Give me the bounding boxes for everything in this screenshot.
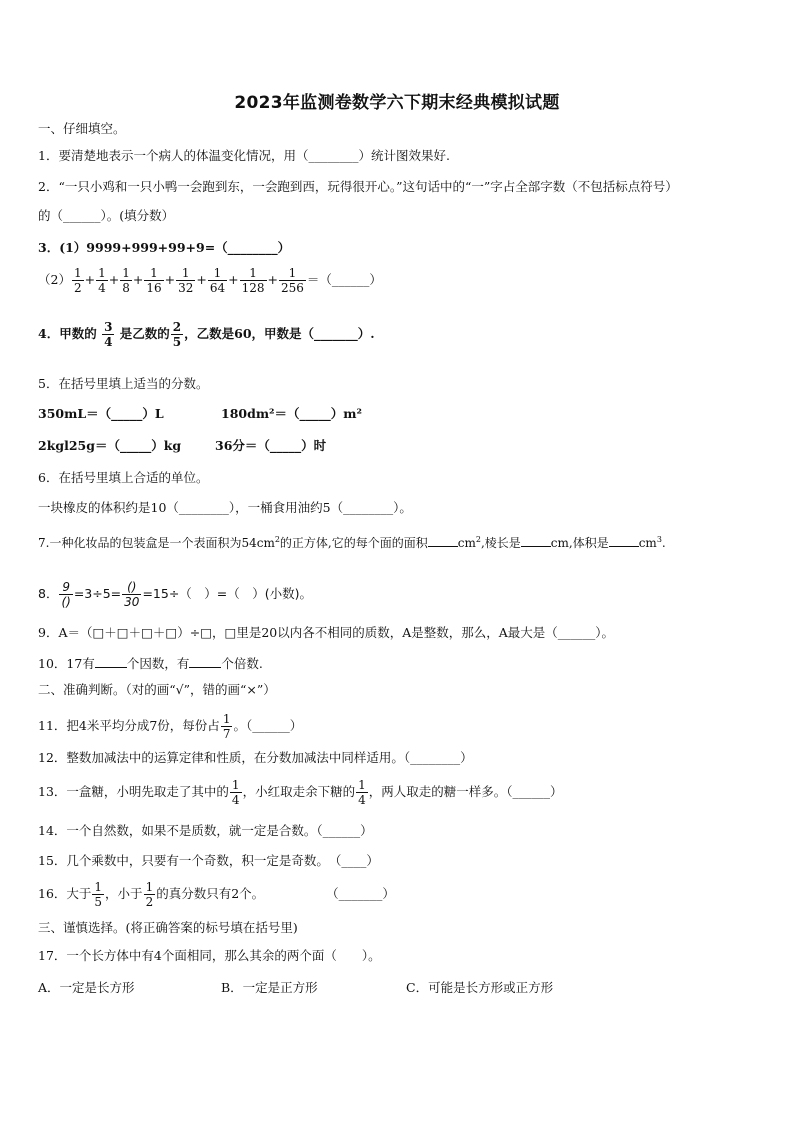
q8-number: 8． (38, 586, 59, 601)
q13-fraction-2: $\frac{1}{4}$ (358, 778, 366, 807)
q3-fraction-term: $\frac{1}{16}$ (146, 266, 162, 295)
q4-fraction-2: $\frac{2}{5}$ (172, 320, 182, 349)
q3-fraction-term: $\frac{1}{2}$ (73, 266, 82, 295)
q7-blank-2[interactable] (521, 534, 551, 547)
q7-blank-1[interactable] (428, 534, 458, 547)
q17-option-c[interactable]: C．可能是长方形或正方形 (406, 980, 554, 995)
q5-item-b: 180dm²＝（_____）m² (221, 406, 362, 421)
page-title: 2023年监测卷数学六下期末经典模拟试题 (234, 93, 560, 113)
question-12: 12．整数加减法中的运算定律和性质，在分数加减法中同样适用。（________） (38, 750, 473, 765)
q5-item-a: 350mL＝（_____）L (38, 406, 164, 421)
question-3-part-2 (38, 266, 382, 295)
plus-sign: + (132, 272, 144, 287)
q11-fraction: $\frac{1}{7}$ (222, 712, 231, 741)
question-11: 11．把4米平均分成7份，每份占 $\frac{1}{7}$ 。（______） (38, 712, 303, 741)
q4-fraction-1: $\frac{3}{4}$ (104, 320, 113, 349)
question-8 (38, 580, 312, 609)
plus-sign: + (108, 272, 120, 287)
plus-sign: + (267, 272, 279, 287)
q8-text-3: =15÷（ ）=（ ）(小数)。 (142, 586, 313, 601)
q3-fraction-sum (71, 266, 307, 295)
question-6: 6．在括号里填上合适的单位。 (38, 470, 209, 485)
q3-fraction-term: $\frac{1}{256}$ (281, 266, 304, 295)
q6-item: 一块橡皮的体积约是10（________），一桶食用油约5（________）。 (38, 500, 412, 515)
q8-fraction-1: $\frac{9}{()}$ (61, 580, 71, 609)
section-3-heading: 三、谨慎选择。(将正确答案的标号填在括号里) (38, 920, 298, 935)
plus-sign: + (164, 272, 176, 287)
question-3-part-1: 3．(1）9999+999+99+9=（________） (38, 240, 291, 255)
q3-prefix: （2） (38, 272, 71, 287)
plus-sign: + (84, 272, 96, 287)
q16-fraction-1: $\frac{1}{5}$ (94, 880, 103, 909)
plus-sign: + (196, 272, 207, 287)
question-14: 14．一个自然数，如果不是质数，就一定是合数。（______） (38, 823, 373, 838)
section-2-heading: 二、准确判断。（对的画“√”，错的画“×”） (38, 682, 276, 697)
section-1-heading: 一、仔细填空。 (38, 121, 126, 136)
question-1: 1．要清楚地表示一个病人的体温变化情况，用（________）统计图效果好. (38, 148, 450, 163)
q10-blank-1[interactable] (95, 655, 127, 668)
q8-text-2: =3÷5= (73, 586, 122, 601)
q3-fraction-term: $\frac{1}{128}$ (241, 266, 265, 295)
q4-text-1: 4．甲数的 (38, 326, 97, 341)
question-7: 7.一种化妆品的包装盒是一个表面积为$54cm^2$的正方体,它的每个面的面积 $cm^2$,棱长是 cm,体积是 $cm^3$. (38, 535, 666, 550)
question-2-line-1: 2．“一只小鸡和一只小鸭一会跑到东，一会跑到西，玩得很开心。”这句话中的“一”字占全部字数（不包括标点符号） (38, 179, 678, 194)
q17-option-b[interactable]: B．一定是正方形 (221, 980, 318, 995)
plus-sign: + (228, 272, 239, 287)
q10-blank-2[interactable] (189, 655, 221, 668)
q16-fraction-2: $\frac{1}{2}$ (145, 880, 154, 909)
question-4 (38, 320, 375, 349)
question-15: 15．几个乘数中，只要有一个奇数，积一定是奇数。 （____） (38, 853, 379, 868)
question-2-line-2: 的（______）。(填分数） (38, 208, 175, 223)
question-16: 16．大于 $\frac{1}{5}$ ，小于 $\frac{1}{2}$ 的真分数只有2个。 （_______） (38, 880, 395, 909)
q4-text-3: ，乙数是60，甲数是（_______）. (184, 326, 375, 341)
q3-fraction-term: $\frac{1}{64}$ (209, 266, 226, 295)
question-13: 13．一盒糖，小明先取走了其中的 $\frac{1}{4}$ ，小红取走余下糖的 $\frac{1}{4}$ ，两人取走的糖一样多。（______） (38, 778, 563, 807)
question-5: 5．在括号里填上适当的分数。 (38, 376, 209, 391)
question-10: 10．17有 个因数，有 个倍数. (38, 656, 263, 671)
question-17: 17．一个长方体中有4个面相同，那么其余的两个面（ ）。 (38, 948, 381, 963)
q3-fraction-term: $\frac{1}{32}$ (178, 266, 194, 295)
question-9: 9．A＝（□＋□＋□＋□）÷□，□里是20以内各不相同的质数，A是整数，那么，A最大是（______）。 (38, 625, 615, 640)
q5-item-c: 2kgl25g＝（_____）kg (38, 438, 182, 453)
q5-item-d: 36分＝（_____）时 (215, 438, 327, 453)
q3-fraction-term: $\frac{1}{8}$ (122, 266, 130, 295)
q4-text-2: 是乙数的 (119, 326, 170, 341)
q3-fraction-term: $\frac{1}{4}$ (98, 266, 106, 295)
q7-blank-3[interactable] (609, 534, 639, 547)
q3-suffix: ＝（______） (306, 272, 382, 287)
q8-fraction-2: $\frac{()}{30}$ (124, 580, 140, 609)
q13-fraction-1: $\frac{1}{4}$ (231, 778, 240, 807)
q17-option-a[interactable]: A．一定是长方形 (38, 980, 135, 995)
